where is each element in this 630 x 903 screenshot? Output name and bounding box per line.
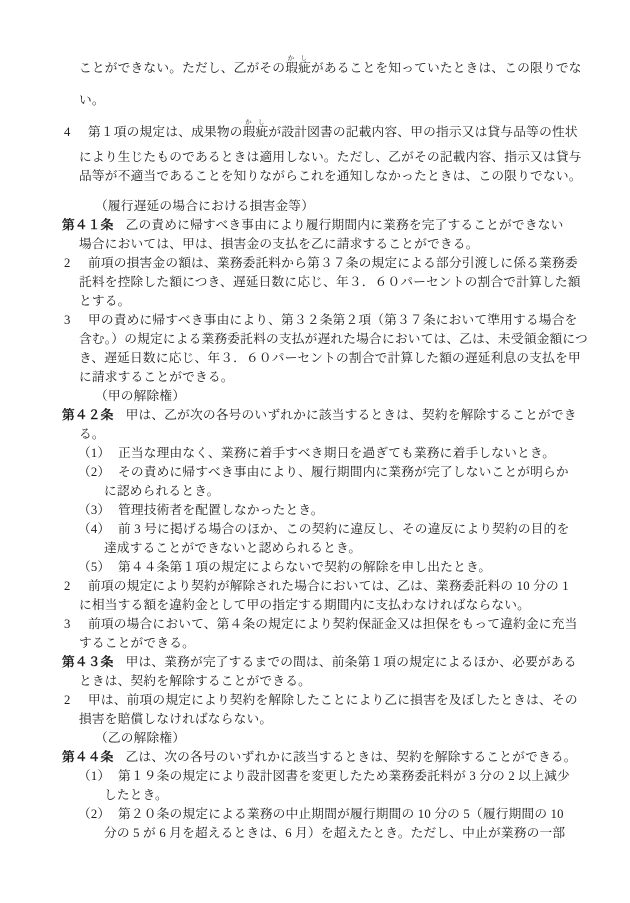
text-run: い。 [79,93,105,107]
text-line-continuation [0,672,630,691]
text-run: 甲は、乙が次の各号のいずれかに該当するときは、契約を解除することができ [125,408,577,422]
text-run: ときは、契約を解除することができる。 [79,674,311,688]
text-line-continuation [0,167,630,186]
text-line-continuation [0,52,630,84]
text-run: 前項の規定により契約が解除された場合においては、乙は、業務委託料の 10 分の 1 [88,579,569,593]
text-run: その責めに帰すべき事由により、履行期間内に業務が完了しないことが明らか [118,465,569,479]
text-line-continuation [0,148,630,167]
paragraph-number: 3 [64,617,71,631]
text-line-continuation [0,84,630,116]
text-run: に認められるとき。 [104,484,220,498]
furigana-ruby: 瑕疵かし [285,55,311,75]
text-run: 前項の損害金の額は、業務委託料から第３７条の規定による部分引渡しに係る業務委 [88,256,578,270]
text-run: 第１９条の規定により設計図書を変更したため業務委託料が 3 分の 2 以上減少 [118,769,570,783]
text-line-continuation [0,235,630,254]
text-run: 前 3 号に掲げる場合のほか、この契約に違反し、その違反により契約の目的を [118,522,570,536]
text-run: き、遅延日数に応じ、年３．６０パーセントの割合で計算した額の遅延利息の支払を甲 [79,351,581,365]
text-line-subitem [0,767,630,786]
text-line-continuation [0,349,630,368]
text-line-article [0,748,630,767]
text-run: に請求することができる。 [79,370,234,384]
text-line-continuation [0,292,630,311]
text-line-continuation [0,710,630,729]
article-number: 第４３条 [62,655,114,669]
text-line-subitem [0,520,630,539]
paragraph-number: 3 [64,313,71,327]
text-line-continuation [0,596,630,615]
paragraph-number: 2 [64,693,71,707]
text-run: に相当する額を違約金として甲の指定する期間内に支払わなければならない。 [79,598,531,612]
text-line-paragraph [0,311,630,330]
text-line-continuation [0,425,630,444]
text-line-section-label [0,729,630,748]
article-number: 第４２条 [62,408,114,422]
text-line-subitem [0,805,630,824]
text-run: 第４４条第１項の規定によらないで契約の解除を申し出たとき。 [118,560,492,574]
text-line-continuation [0,368,630,387]
text-line-subitem-continuation [0,539,630,558]
text-run: 第１項の規定は、成果物の [88,125,243,139]
text-run: が設計図書の記載内容、甲の指示又は貸与品等の性状 [268,125,578,139]
furigana-ruby: 瑕疵かし [242,119,269,139]
text-line-continuation [0,634,630,653]
text-line-subitem [0,501,630,520]
text-line-subitem-continuation [0,482,630,501]
text-run: 甲は、前項の規定により契約を解除したことにより乙に損害を及ぼしたときは、その [88,693,578,707]
text-line-paragraph [0,577,630,596]
text-line-subitem-continuation [0,824,630,843]
text-run: ことができない。ただし、乙がその [79,61,286,75]
text-run: 含む。）の規定による業務委託料の支払が遅れた場合においては、乙は、未受領金額につ [79,332,588,346]
text-run: 正当な理由なく、業務に着手すべき期日を過ぎても業務に着手しないとき。 [118,446,556,460]
text-line-subitem-continuation [0,786,630,805]
text-line-paragraph [0,116,630,148]
text-line-continuation [0,273,630,292]
text-run: 分の 5 が 6 月を超えるときは、6 月）を超えたとき。ただし、中止が業務の一部 [104,826,566,840]
subitem-number: （4） [78,522,111,536]
text-run: 管理技術者を配置しなかったとき。 [118,503,324,517]
text-line-article [0,653,630,672]
text-run: があることを知っていたときは、この限りでな [310,61,582,75]
subitem-number: （1） [78,446,111,460]
text-run: することができる。 [79,636,195,650]
text-line-section-label [0,197,630,216]
text-run: 品等が不適当であることを知りながらこれを通知しなかったときは、この限りでない。 [79,169,582,183]
text-line-paragraph [0,691,630,710]
article-number: 第４１条 [62,218,114,232]
text-line-subitem [0,558,630,577]
text-run: 乙は、次の各号のいずれかに該当するときは、契約を解除することができる。 [125,750,577,764]
text-line-continuation [0,330,630,349]
text-line-subitem [0,444,630,463]
text-run: 場合においては、甲は、損害金の支払を乙に請求することができる。 [79,237,479,251]
text-run: （甲の解除権） [95,389,186,403]
text-run: 前項の場合において、第４条の規定により契約保証金又は担保をもって違約金に充当 [88,617,578,631]
text-line-article [0,216,630,235]
text-run: したとき。 [104,788,168,802]
article-number: 第４４条 [62,750,114,764]
paragraph-number: 2 [64,579,71,593]
paragraph-number: 2 [64,256,71,270]
subitem-number: （1） [78,769,111,783]
subitem-number: （2） [78,465,111,479]
text-line-article [0,406,630,425]
text-run: 乙の責めに帰すべき事由により履行期間内に業務を完了することができない [125,218,564,232]
paragraph-number: 4 [64,125,71,139]
text-run: とする。 [79,294,131,308]
text-run: 達成することができないと認められるとき。 [104,541,362,555]
text-run: 甲は、業務が完了するまでの間は、前条第１項の規定によるほか、必要がある [125,655,577,669]
text-run: る。 [79,427,105,441]
text-block [0,52,630,843]
subitem-number: （2） [78,807,111,821]
subitem-number: （5） [78,560,111,574]
text-run: （履行遅延の場合における損害金等） [95,199,315,213]
text-line-paragraph [0,254,630,273]
text-run: 第２０条の規定による業務の中止期間が履行期間の 10 分の 5（履行期間の 10 [118,807,564,821]
text-run: により生じたものであるときは適用しない。ただし、乙がその記載内容、指示又は貸与 [79,150,582,164]
text-run: 損害を賠償しなければならない。 [79,712,273,726]
text-line-section-label [0,387,630,406]
text-line-paragraph [0,615,630,634]
text-run: 託料を控除した額につき、遅延日数に応じ、年３．６０パーセントの割合で計算した額 [79,275,581,289]
text-line-subitem [0,463,630,482]
subitem-number: （3） [78,503,111,517]
text-run: （乙の解除権） [95,731,186,745]
text-run: 甲の責めに帰すべき事由により、第３２条第２項（第３７条において準用する場合を [88,313,578,327]
